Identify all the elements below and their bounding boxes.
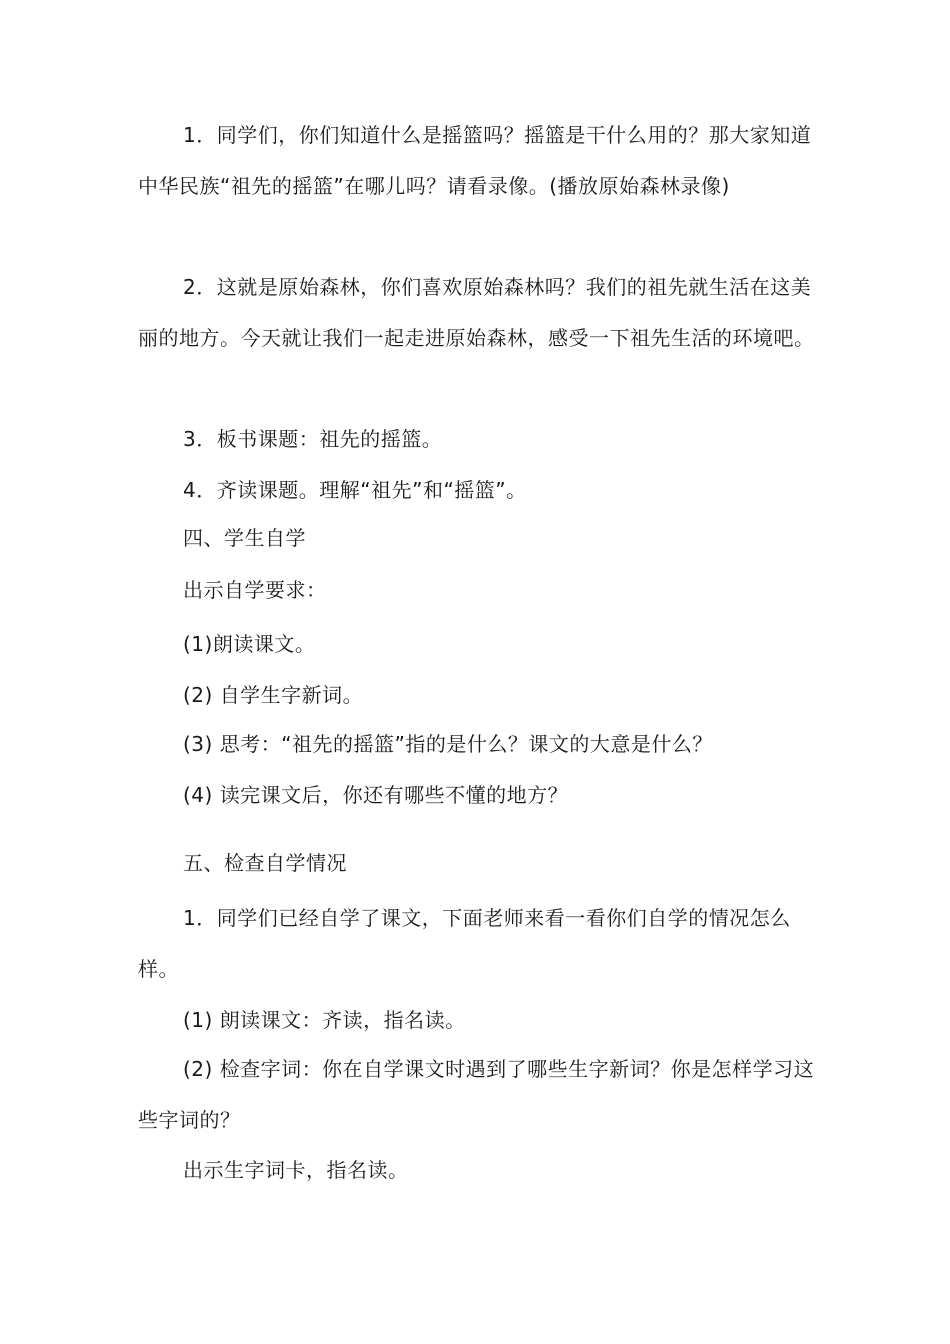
- list-item-4: (4) 读完课文后，你还有哪些不懂的地方？: [183, 783, 569, 807]
- paragraph-7: (2) 检查字词：你在自学课文时遇到了哪些生字新词？你是怎样学习这些字词的？: [138, 1057, 815, 1132]
- list-item-3: (3) 思考：“祖先的摇篮”指的是什么？课文的大意是什么？: [183, 732, 713, 756]
- section-heading-check: 五、检查自学情况: [183, 851, 347, 875]
- paragraph-4: 4．齐读课题。理解“祖先”和“摇篮”。: [183, 478, 527, 502]
- list-item-2: (2) 自学生字新词。: [183, 683, 364, 707]
- paragraph-3: 3．板书课题：祖先的摇篮。: [183, 427, 443, 451]
- paragraph-8: 出示生字词卡，指名读。: [183, 1158, 409, 1182]
- paragraph-1: 1．同学们，你们知道什么是摇篮吗？摇篮是干什么用的？那大家知道中华民族“祖先的摇篮”在哪儿吗？请看录像。(播放原始森林录像): [138, 123, 812, 198]
- section-heading-self-study: 四、学生自学: [183, 526, 306, 550]
- paragraph-2: 2．这就是原始森林，你们喜欢原始森林吗？我们的祖先就生活在这美丽的地方。今天就让我们一起走进原始森林，感受一下祖先生活的环境吧。: [138, 275, 815, 350]
- paragraph-6: (1) 朗读课文：齐读，指名读。: [183, 1008, 466, 1032]
- list-item-1: (1)朗读课文。: [183, 632, 316, 656]
- paragraph-requirements: 出示自学要求：: [183, 578, 327, 602]
- paragraph-5: 1．同学们已经自学了课文，下面老师来看一看你们自学的情况怎么样。: [138, 906, 791, 981]
